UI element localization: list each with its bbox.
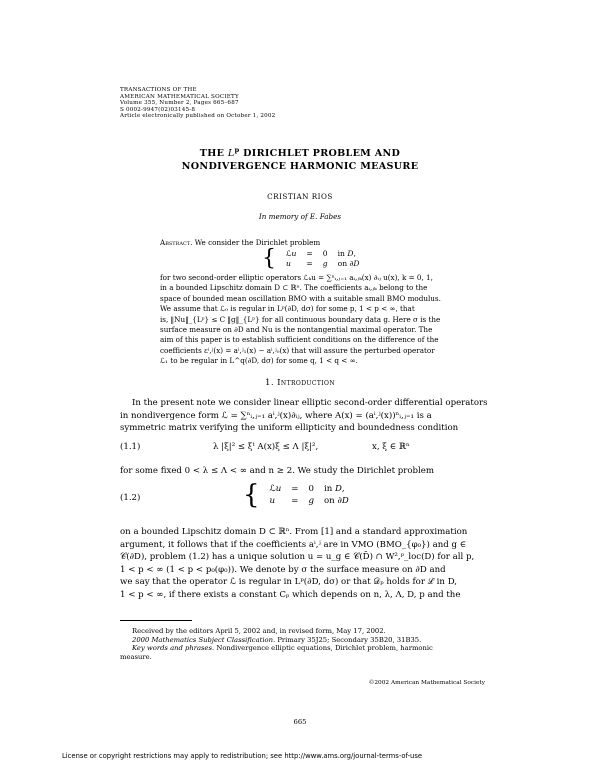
journal-header-line: S 0002-9947(02)03145-8: [120, 106, 196, 113]
abstract-line: coefficients εⁱ,ʲ(x) = aⁱ,ʲ₁(x) − aⁱ,ʲ₀(x) that will assure the perturbed operator: [160, 345, 435, 355]
paper-title-line-1: [0, 145, 600, 159]
body-line: In the present note we consider linear elliptic second-order differential operators: [132, 398, 488, 408]
body-line: 1 < p < ∞, if there exists a constant Cₚ which depends on n, λ, Λ, D, p and the: [120, 589, 461, 600]
journal-header-line: Volume 355, Number 2, Pages 665–687: [120, 100, 239, 107]
system-cell: in 𝐷,: [337, 249, 356, 258]
license-notice: License or copyright restrictions may apply to redistribution; see http://www.ams.org/journal-terms-of-use: [62, 752, 423, 760]
system-cell: 0: [308, 484, 314, 494]
page-number: 665: [293, 718, 307, 726]
system-cell: 0: [322, 249, 328, 258]
equation-number: (1.2): [120, 493, 141, 503]
msc-value: Primary 35J25; Secondary 35B20, 31B35.: [277, 635, 422, 644]
body-line: on a bounded Lipschitz domain D ⊂ ℝⁿ. From [1] and a standard approximation: [120, 527, 468, 537]
body-paragraph-3: [120, 526, 485, 602]
title-text: DIRICHLET PROBLEM AND: [239, 148, 401, 159]
paper-title-line-2: NONDIVERGENCE HARMONIC MEASURE: [181, 161, 419, 172]
journal-header-line: Article electronically published on October 1, 2002: [120, 113, 276, 120]
keywords-label: Key words and phrases.: [132, 644, 215, 653]
title-math: L: [227, 148, 235, 159]
system-cell: 𝑔: [322, 259, 328, 268]
equation-1-1: λ |ξ|² ≤ ξᵗ A(x)ξ ≤ Λ |ξ|²,: [213, 442, 319, 452]
section-heading: [0, 378, 600, 388]
section-title: Introduction: [277, 378, 336, 388]
brace-icon: {: [262, 246, 276, 271]
journal-header-line: AMERICAN MATHEMATICAL SOCIETY: [120, 93, 239, 100]
system-cell: =: [306, 249, 313, 258]
abstract-line: surface measure on ∂D and Nu is the nontangential maximal operator. The: [160, 325, 433, 335]
abstract-line: aim of this paper is to establish sufficient conditions on the difference of the: [160, 335, 439, 345]
footnote-keywords: [120, 644, 485, 653]
footnote-rule: [120, 620, 192, 621]
system-cell: =: [291, 496, 299, 506]
abstract-line: space of bounded mean oscillation BMO with a suitable small BMO modulus.: [160, 293, 441, 303]
system-cell: on ∂𝐷: [324, 496, 349, 506]
system-cell: 𝑢: [286, 259, 291, 268]
body-line: argument, it follows that if the coefficients aⁱ,ʲ are in VMO (BMO_{φ₀}) and g ∈: [120, 539, 467, 550]
title-sup: p: [234, 145, 240, 154]
system-cell: =: [306, 259, 313, 268]
abstract-system: [257, 246, 365, 271]
abstract-line: ℒ₁ to be regular in L^q(∂D, dσ) for some q, 1 < q < ∞.: [160, 356, 358, 366]
dedication: In memory of E. Fabes: [258, 212, 342, 221]
title-text: THE: [199, 148, 228, 159]
abstract-line: for two second-order elliptic operators ℒₖu = ∑ⁿᵢ,ⱼ₌₁ aᵢ,ⱼₖ(x) ∂ᵢⱼ u(x), k = 0, 1,: [160, 273, 433, 282]
body-line: we say that the operator ℒ is regular in Lᵖ(∂D, dσ) or that 𝒟ₚ holds for ℒ in D,: [120, 577, 458, 588]
system-cell: =: [291, 484, 299, 494]
copyright-notice: ©2002 American Mathematical Society: [368, 680, 485, 686]
equation-1-2-system: [238, 480, 354, 510]
brace-icon: {: [243, 480, 260, 510]
equation-number: (1.1): [120, 442, 141, 452]
system-cell: in 𝐷,: [324, 484, 345, 494]
system-cell: on ∂𝐷: [337, 259, 360, 268]
msc-label: 2000 Mathematics Subject Classification.: [132, 635, 276, 644]
body-line: for some fixed 0 < λ ≤ Λ < ∞ and n ≥ 2. We study the Dirichlet problem: [120, 466, 435, 476]
abstract-intro: [160, 238, 485, 248]
system-cell: 𝑢: [269, 496, 276, 506]
system-cell: 𝑔: [308, 496, 314, 506]
abstract-label: Abstract.: [160, 238, 193, 247]
body-paragraph-1: [120, 397, 488, 435]
abstract-line: is, ‖Nu‖_{Lᵖ} ≤ C ‖g‖_{Lᵖ} for all continuous boundary data g. Here σ is the: [160, 314, 441, 324]
equation-1-1-condition: x, ξ ∈ ℝⁿ: [372, 442, 410, 452]
body-line: 𝒞(∂D), problem (1.2) has a unique solution u = u_g ∈ 𝒞(D̄) ∩ W²,ᵖ_loc(D) for all p,: [120, 552, 475, 563]
system-cell: ℒ𝑢: [269, 484, 282, 494]
body-line: in nondivergence form ℒ = ∑ⁿᵢ,ⱼ₌₁ aⁱ,ʲ(x)∂ᵢⱼ, where A(x) = (aⁱ,ʲ(x))ⁿᵢ,ⱼ₌₁ is a: [120, 410, 432, 421]
journal-header: [120, 87, 275, 120]
abstract-line: in a bounded Lipschitz domain D ⊂ ℝⁿ. The coefficients aᵢ,ⱼₖ belong to the: [160, 283, 428, 293]
section-number: 1.: [264, 378, 274, 388]
journal-header-line: TRANSACTIONS OF THE: [120, 87, 197, 93]
abstract-body: [160, 273, 485, 367]
keywords-value: Nondivergence elliptic equations, Dirichlet problem, harmonic: [216, 644, 433, 653]
footnote-keywords-cont: measure.: [120, 652, 152, 661]
abstract-intro-text: We consider the Dirichlet problem: [194, 238, 321, 247]
body-line: symmetric matrix verifying the uniform ellipticity and boundedness condition: [120, 423, 459, 434]
abstract-line: We assume that ℒ₀ is regular in Lᵖ(∂D, dσ) for some p, 1 < p < ∞, that: [160, 304, 415, 314]
footnote-received: Received by the editors April 5, 2002 and, in revised form, May 17, 2002.: [132, 627, 386, 635]
footnotes: [120, 627, 485, 661]
system-cell: ℒ𝑢: [286, 249, 297, 258]
body-line: 1 < p < ∞ (1 < p < p₀(φ₀)). We denote by σ the surface measure on ∂D and: [120, 564, 446, 575]
body-paragraph-2: [120, 465, 485, 478]
author-name: CRISTIAN RIOS: [267, 192, 333, 201]
footnote-msc: [120, 636, 485, 645]
